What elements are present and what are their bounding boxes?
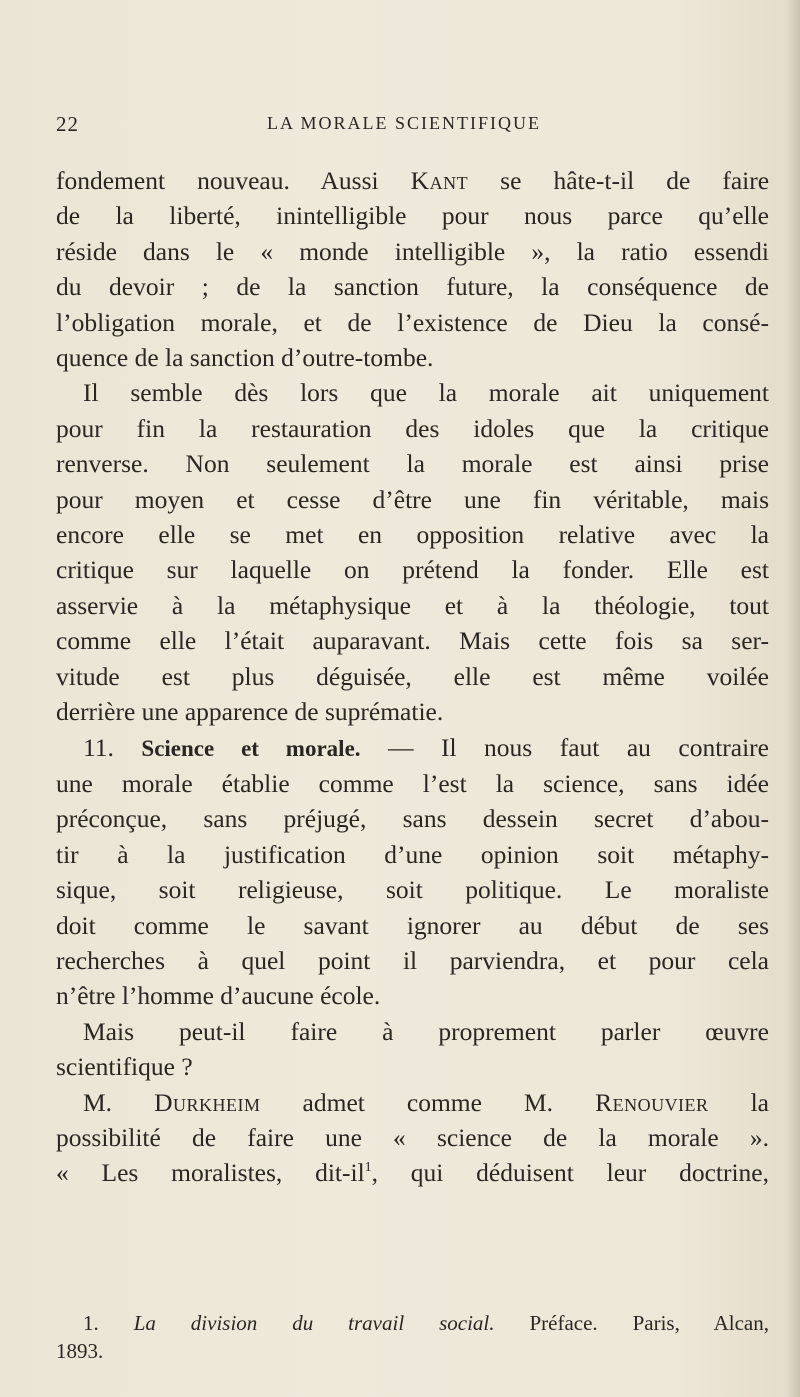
text-line: préconçue, sans préjugé, sans dessein secret d’abou-	[56, 804, 769, 834]
text-line: possibilité de faire une « science de la morale ».	[56, 1122, 769, 1152]
footnote	[56, 1309, 769, 1365]
section-title: Science et morale.	[141, 735, 361, 761]
page-number: 22	[56, 112, 79, 136]
text-line: pour moyen et cesse d’être une fin véritable, mais	[56, 484, 769, 514]
text-line: réside dans le « monde intelligible », la ratio essendi	[56, 236, 769, 266]
running-title: LA MORALE SCIENTIFIQUE	[267, 113, 541, 133]
text-line: renverse. Non seulement la morale est ainsi prise	[56, 449, 769, 479]
section-number: 11.	[83, 732, 114, 762]
footnote-number: 1.	[83, 1311, 99, 1335]
text-line: n’être l’homme d’aucune école.	[56, 981, 381, 1011]
text-line: asservie à la métaphysique et à la théologie, tout	[56, 590, 769, 620]
text-line: comme elle l’était auparavant. Mais cette fois sa ser-	[56, 626, 769, 656]
text-line: de la liberté, inintelligible pour nous parce qu’elle	[56, 201, 769, 231]
body-text	[56, 163, 769, 1191]
text-line: recherches à quel point il parviendra, et pour cela	[56, 945, 769, 975]
text-line: doit comme le savant ignorer au début de ses	[56, 910, 769, 940]
author-name-durkheim: Durkheim	[154, 1087, 261, 1117]
text-line: l’obligation morale, et de l’existence de Dieu la consé-	[56, 307, 769, 337]
text-line: Il semble dès lors que la morale ait uniquement	[83, 378, 769, 408]
text-line: critique sur laquelle on prétend la fonder. Elle est	[56, 555, 769, 585]
text-line: vitude est plus déguisée, elle est même voilée	[56, 661, 769, 691]
text-line: scientifique ?	[56, 1052, 193, 1082]
text-line: fondement nouveau. Aussi Kant se hâte-t-il de faire	[56, 166, 770, 195]
text-line: quence de la sanction d’outre-tombe.	[56, 343, 434, 373]
footnote-line: 1. La division du travail social. Préface. Paris, Alcan,	[56, 1309, 769, 1337]
text-line: pour fin la restauration des idoles que la critique	[56, 413, 769, 443]
author-name-renouvier: Renouvier	[595, 1087, 709, 1117]
text-line: sique, soit religieuse, soit politique. Le moraliste	[56, 875, 769, 905]
footnote-ref: 1	[364, 1160, 372, 1176]
footnote-title: La division du travail social.	[133, 1311, 495, 1335]
text-line: une morale établie comme l’est la science, sans idée	[56, 768, 769, 798]
page-header	[56, 112, 752, 142]
text-line: « Les moralistes, dit-$il^1$, qui déduisent leur doctrine,	[56, 1158, 769, 1188]
text-line: du devoir ; de la sanction future, la conséquence de	[56, 272, 769, 302]
text-line: derrière une apparence de suprématie.	[56, 697, 444, 727]
author-name-kant: Kant	[410, 166, 469, 195]
page-edge-shadow	[786, 0, 800, 1397]
text-line: tir à la justification d’une opinion soit métaphy-	[56, 839, 769, 869]
text-line: encore elle se met en opposition relative avec la	[56, 520, 769, 550]
text-line: M. Durkheim admet comme M. Renouvier la	[83, 1087, 769, 1117]
footnote-line: 1893.	[56, 1339, 104, 1363]
section-heading-line: 11. Science et morale. — Il nous faut au contraire	[83, 732, 769, 762]
text-line: Mais peut-il faire à proprement parler œuvre	[83, 1016, 769, 1046]
